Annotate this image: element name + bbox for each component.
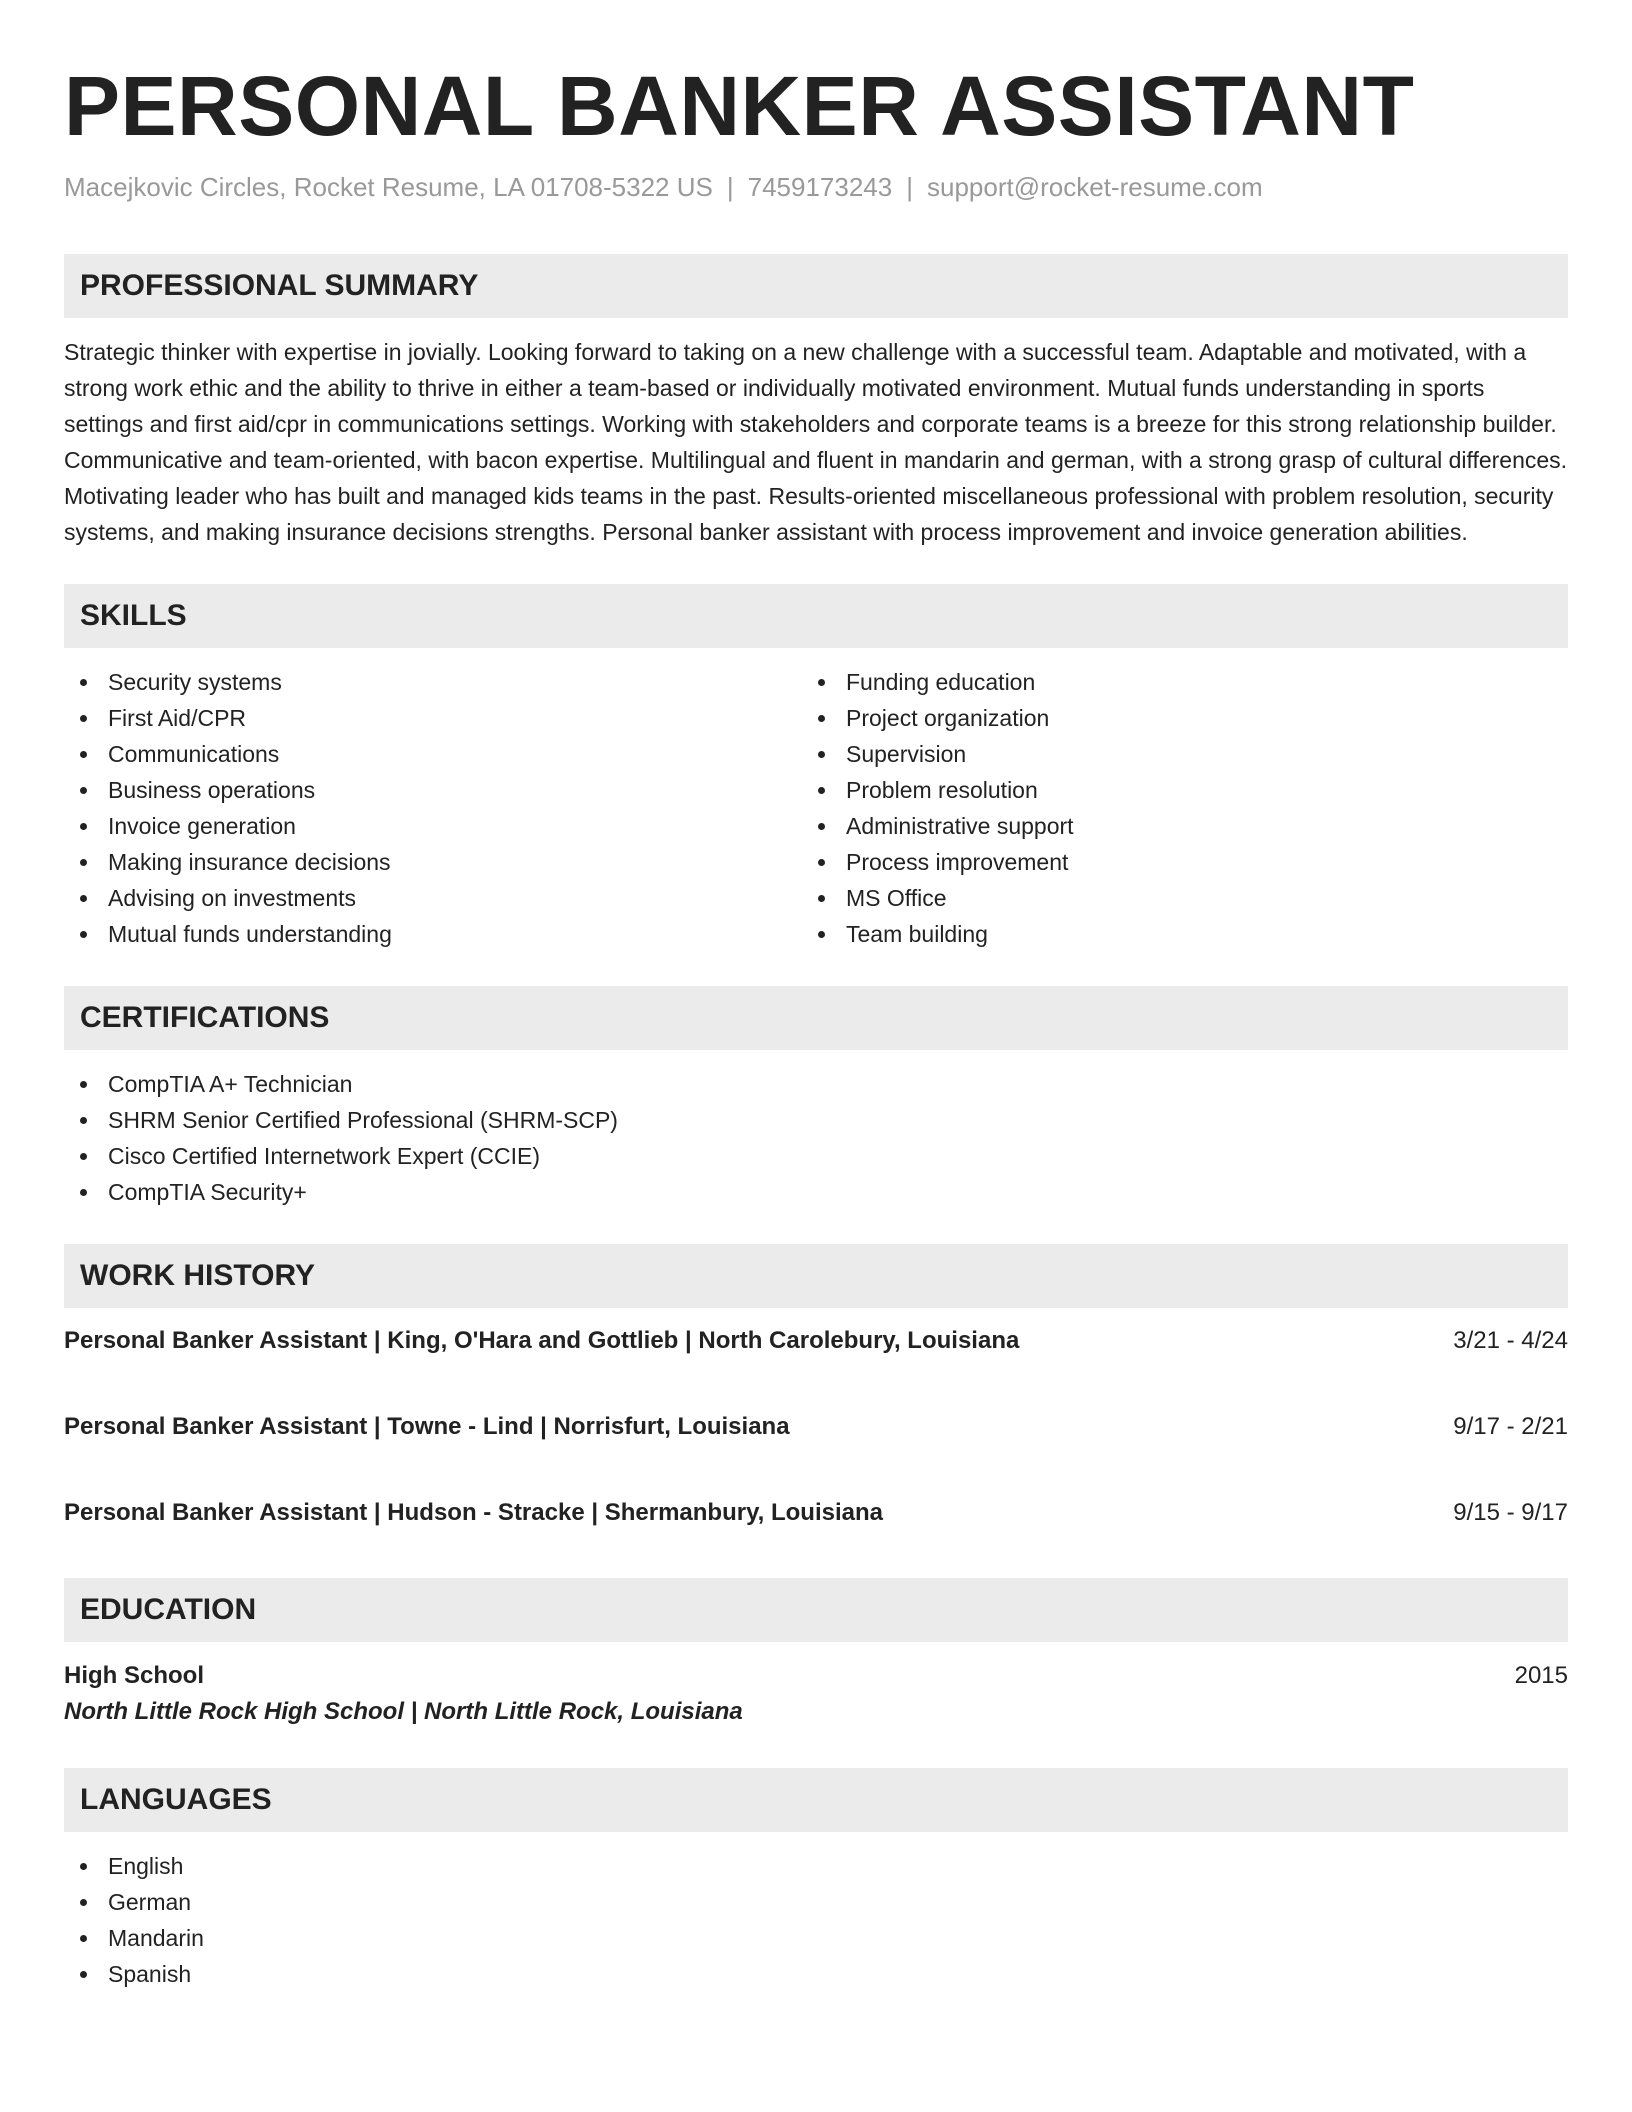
list-item: Communications [64,736,802,772]
skills-grid [64,664,1568,952]
work-header: WORK HISTORY [64,1244,1568,1308]
list-item: Mutual funds understanding [64,916,802,952]
list-item: Funding education [802,664,1540,700]
job-title: Personal Banker Assistant | Towne - Lind | Norrisfurt, Louisiana [64,1413,790,1440]
education-header: EDUCATION [64,1578,1568,1642]
languages-list [64,1848,1568,1992]
list-item: Making insurance decisions [64,844,802,880]
job-title: Personal Banker Assistant | King, O'Hara and Gottlieb | North Carolebury, Louisiana [64,1327,1020,1354]
certifications-section [64,986,1568,1210]
job-row [64,1324,1568,1358]
languages-header: LANGUAGES [64,1768,1568,1832]
skills-right-list [802,664,1540,952]
list-item: English [64,1848,1568,1884]
contact-address: Macejkovic Circles, Rocket Resume, LA 01708-5322 US [64,172,713,202]
summary-text: Strategic thinker with expertise in jovially. Looking forward to taking on a new challenge with a successful team. Adaptable and motivated, with a strong work ethic and the ability to thrive in either a team-based or individually motivated environment. Mutual funds understanding in sports settings and first aid/cpr in communications settings. Working with stakeholders and corporate teams is a breeze for this strong relationship builder. Communicative and team-oriented, with bacon expertise. Multilingual and fluent in mandarin and german, with a strong grasp of cultural differences. Motivating leader who has built and managed kids teams in the past. Results-oriented miscellaneous professional with problem resolution, security systems, and making insurance decisions strengths. Personal banker assistant with process improvement and invoice generation abilities. [64,339,1568,545]
education-school: North Little Rock High School | North Little Rock, Louisiana [64,1698,743,1725]
education-entry [64,1658,1568,1730]
skills-left-list [64,664,802,952]
list-item: CompTIA A+ Technician [64,1066,1568,1102]
work-section [64,1244,1568,1530]
certifications-header: CERTIFICATIONS [64,986,1568,1050]
list-item: SHRM Senior Certified Professional (SHRM-SCP) [64,1102,1568,1138]
list-item: First Aid/CPR [64,700,802,736]
languages-section [64,1768,1568,1992]
list-item: Advising on investments [64,880,802,916]
job-entry [64,1324,1568,1358]
list-item: Team building [802,916,1540,952]
list-item: Project organization [802,700,1540,736]
list-item: Administrative support [802,808,1540,844]
job-entry [64,1410,1568,1444]
contact-line [64,170,1568,204]
list-item: Mandarin [64,1920,1568,1956]
list-item: Business operations [64,772,802,808]
skills-section [64,584,1568,952]
job-dates: 3/21 - 4/24 [1453,1327,1568,1354]
list-item: Spanish [64,1956,1568,1992]
list-item: Cisco Certified Internetwork Expert (CCIE) [64,1138,1568,1174]
contact-email: support@rocket-resume.com [927,172,1263,202]
job-row [64,1410,1568,1444]
contact-phone: 7459173243 [747,172,893,202]
skills-header: SKILLS [64,584,1568,648]
job-dates: 9/15 - 9/17 [1453,1499,1568,1526]
contact-separator: | [726,172,734,202]
list-item: CompTIA Security+ [64,1174,1568,1210]
contact-separator: | [906,172,913,202]
job-dates: 9/17 - 2/21 [1453,1413,1568,1440]
resume-name: PERSONAL BANKER ASSISTANT [64,59,1415,153]
education-year: 2015 [1514,1662,1568,1689]
list-item: Invoice generation [64,808,802,844]
list-item: Security systems [64,664,802,700]
certifications-list [64,1066,1568,1210]
job-title: Personal Banker Assistant | Hudson - Stracke | Shermanbury, Louisiana [64,1499,883,1526]
education-degree: High School [64,1662,204,1689]
list-item: MS Office [802,880,1540,916]
job-entry [64,1496,1568,1530]
job-row [64,1496,1568,1530]
list-item: Supervision [802,736,1540,772]
summary-header: PROFESSIONAL SUMMARY [64,254,1568,318]
education-row [64,1658,1568,1694]
list-item: Problem resolution [802,772,1540,808]
summary-section [64,254,1568,550]
education-section [64,1578,1568,1730]
list-item: German [64,1884,1568,1920]
list-item: Process improvement [802,844,1540,880]
